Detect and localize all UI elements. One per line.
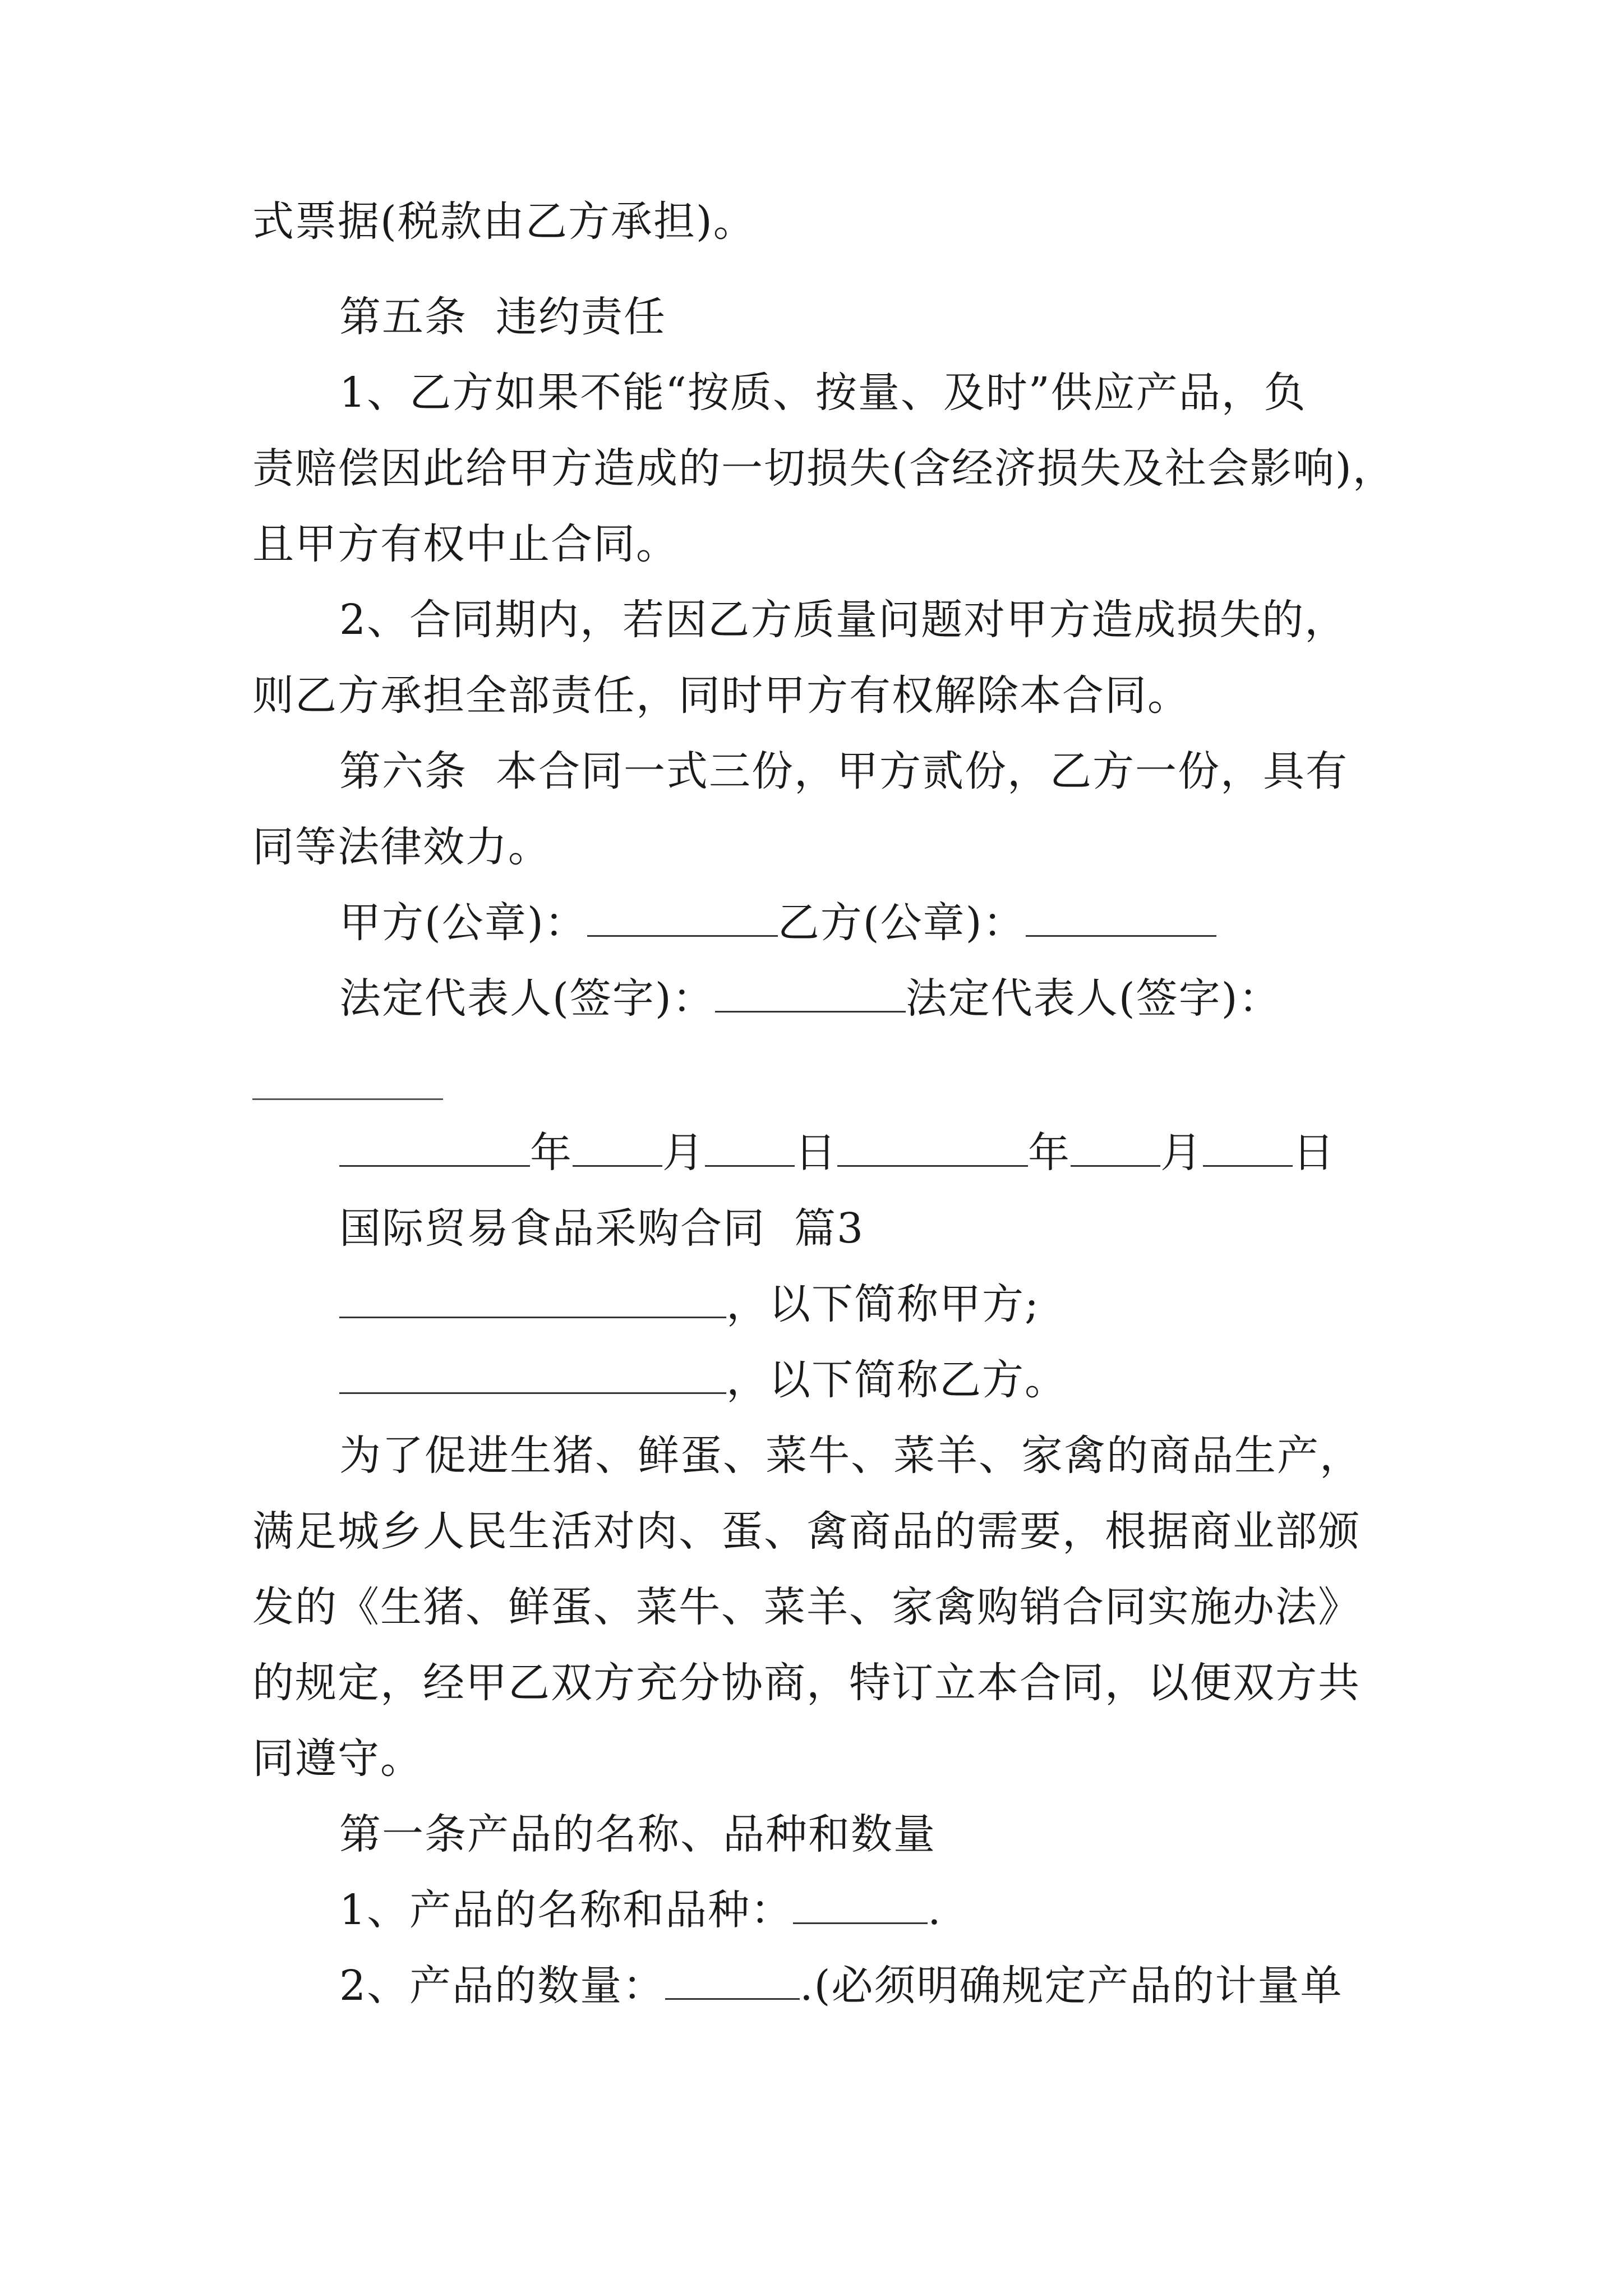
article-5-clause-2-line-2: 则乙方承担全部责任，同时甲方有权解除本合同。 [252, 671, 1190, 720]
date-a-month-blank [573, 1126, 662, 1167]
article-5-clause-2-line-1: 2、合同期内，若因乙方质量问题对甲方造成损失的， [339, 596, 1348, 644]
article-1-title: 第一条产品的名称、品种和数量 [339, 1810, 936, 1858]
date-b-year-blank [837, 1126, 1028, 1167]
intro-line-4: 的规定，经甲乙双方充分协商，特订立本合同，以便双方共 [252, 1659, 1361, 1707]
article-5-clause-1-line-3: 且甲方有权中止合同。 [252, 520, 679, 568]
article-6-line-1: 第六条 本合同一式三份，甲方贰份，乙方一份，具有 [339, 747, 1349, 795]
date-b-month-blank [1071, 1126, 1160, 1167]
section-3-title: 国际贸易食品采购合同 篇3 [339, 1204, 865, 1253]
intro-line-3: 发的《生猪、鲜蛋、菜牛、菜羊、家禽购销合同实施办法》 [252, 1583, 1361, 1631]
party-a-definition: ，以下简称甲方; [339, 1276, 1040, 1332]
party-a-name-blank [339, 1277, 726, 1318]
intro-line-1: 为了促进生猪、鲜蛋、菜牛、菜羊、家禽的商品生产， [339, 1432, 1362, 1480]
intro-line-5: 同遵守。 [252, 1734, 423, 1783]
legal-rep-b-blank [252, 1098, 443, 1100]
product-name-blank [793, 1883, 928, 1924]
legal-rep-a-blank [715, 972, 906, 1013]
seal-line: 甲方(公章)： 乙方(公章)： [339, 895, 1216, 951]
legal-rep-line: 法定代表人(签字)： 法定代表人(签字)： [339, 970, 1281, 1027]
party-b-seal-blank [1026, 896, 1216, 937]
date-line: 年 月 日 年 月 日 [339, 1125, 1335, 1181]
date-b-day-blank [1203, 1126, 1293, 1167]
article-1-clause-2: 2、产品的数量： .(必须明确规定产品的计量单 [339, 1958, 1343, 2014]
party-a-seal-blank [587, 896, 778, 937]
article-5-title: 第五条 违约责任 [339, 293, 667, 341]
party-b-definition: ，以下简称乙方。 [339, 1352, 1067, 1408]
paragraph-tax-receipt: 式票据(税款由乙方承担)。 [252, 197, 756, 246]
product-quantity-blank [665, 1959, 800, 2000]
date-a-day-blank [705, 1126, 795, 1167]
party-b-name-blank [339, 1353, 726, 1394]
intro-line-2: 满足城乡人民生活对肉、蛋、禽商品的需要，根据商业部颁 [252, 1507, 1361, 1556]
article-1-clause-1: 1、产品的名称和品种： . [339, 1882, 942, 1938]
article-5-clause-1-line-2: 责赔偿因此给甲方造成的一切损失(含经济损失及社会影响)， [252, 444, 1395, 493]
article-6-line-2: 同等法律效力。 [252, 823, 551, 871]
article-5-clause-1-line-1: 1、乙方如果不能“按质、按量、及时”供应产品，负 [339, 369, 1307, 417]
date-a-year-blank [339, 1126, 530, 1167]
